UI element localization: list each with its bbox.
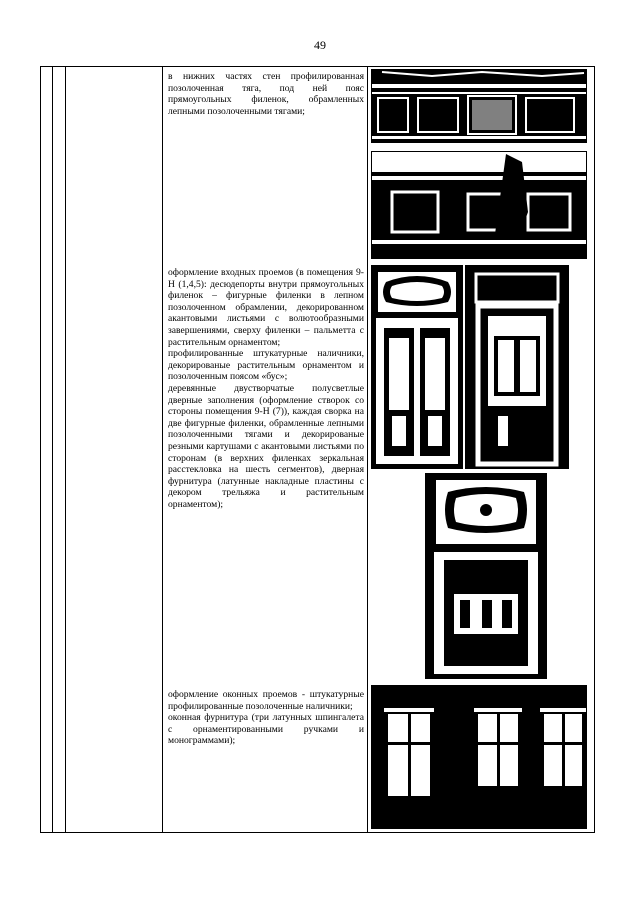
photo-doorway-view [465, 265, 569, 469]
column-divider [52, 67, 53, 832]
entrance-openings-description [168, 267, 364, 510]
description-paragraph: оконная фурнитура (три латунных шпингалета с орнаментированными ручками и монограммами); [168, 712, 364, 747]
description-paragraph: оформление оконных проемов - штукатурные профилированные позолоченные наличники; [168, 689, 364, 712]
monument-features-table [40, 66, 595, 833]
description-paragraph: деревянные двустворчатые полусветлые дверные заполнения (оформление створок со стороны помещения 9-Н (7)), каждая сворка на две фигурные филенки, обрамленные лепными позолоченными тягами и декорированые резными картушами с акантовыми листьями по сторонам (в верхних филенках зеркальная расстекловка на шесть сегментов), дверная фурнитура (латунные накладные пластины с декором трельяжа и растительным орнаментом); [168, 382, 364, 510]
photo-double-door [371, 265, 463, 469]
photo-room-panels [371, 151, 587, 259]
column-divider [162, 67, 163, 832]
description-paragraph: оформление входных проемов (в помещения 9-Н (1,4,5): десюдепорты внутри прямоугольных филенок – фигурные филенки в лепном позолоченном обрамлении, декорированном акантовыми листьями с волютообразными завершениями, сверху филенки – пальметта с растительным орнаментом; [168, 267, 364, 348]
description-paragraph: профилированные штукатурные наличники, декорированые растительным орнаментом и позолоченным поясом «бус»; [168, 348, 364, 383]
wall-decor-description [168, 71, 364, 117]
window-openings-description [168, 689, 364, 747]
description-paragraph: в нижних частях стен профилированная позолоченная тяга, под ней пояс прямоугольных филенок, обрамленных лепными позолоченными тягами; [168, 71, 364, 117]
photo-overdoor-detail [425, 473, 547, 679]
photo-wall-panels [371, 69, 587, 143]
page-number: 49 [314, 38, 326, 52]
column-divider [65, 67, 66, 832]
column-divider [367, 67, 368, 832]
photo-windows [371, 685, 587, 829]
